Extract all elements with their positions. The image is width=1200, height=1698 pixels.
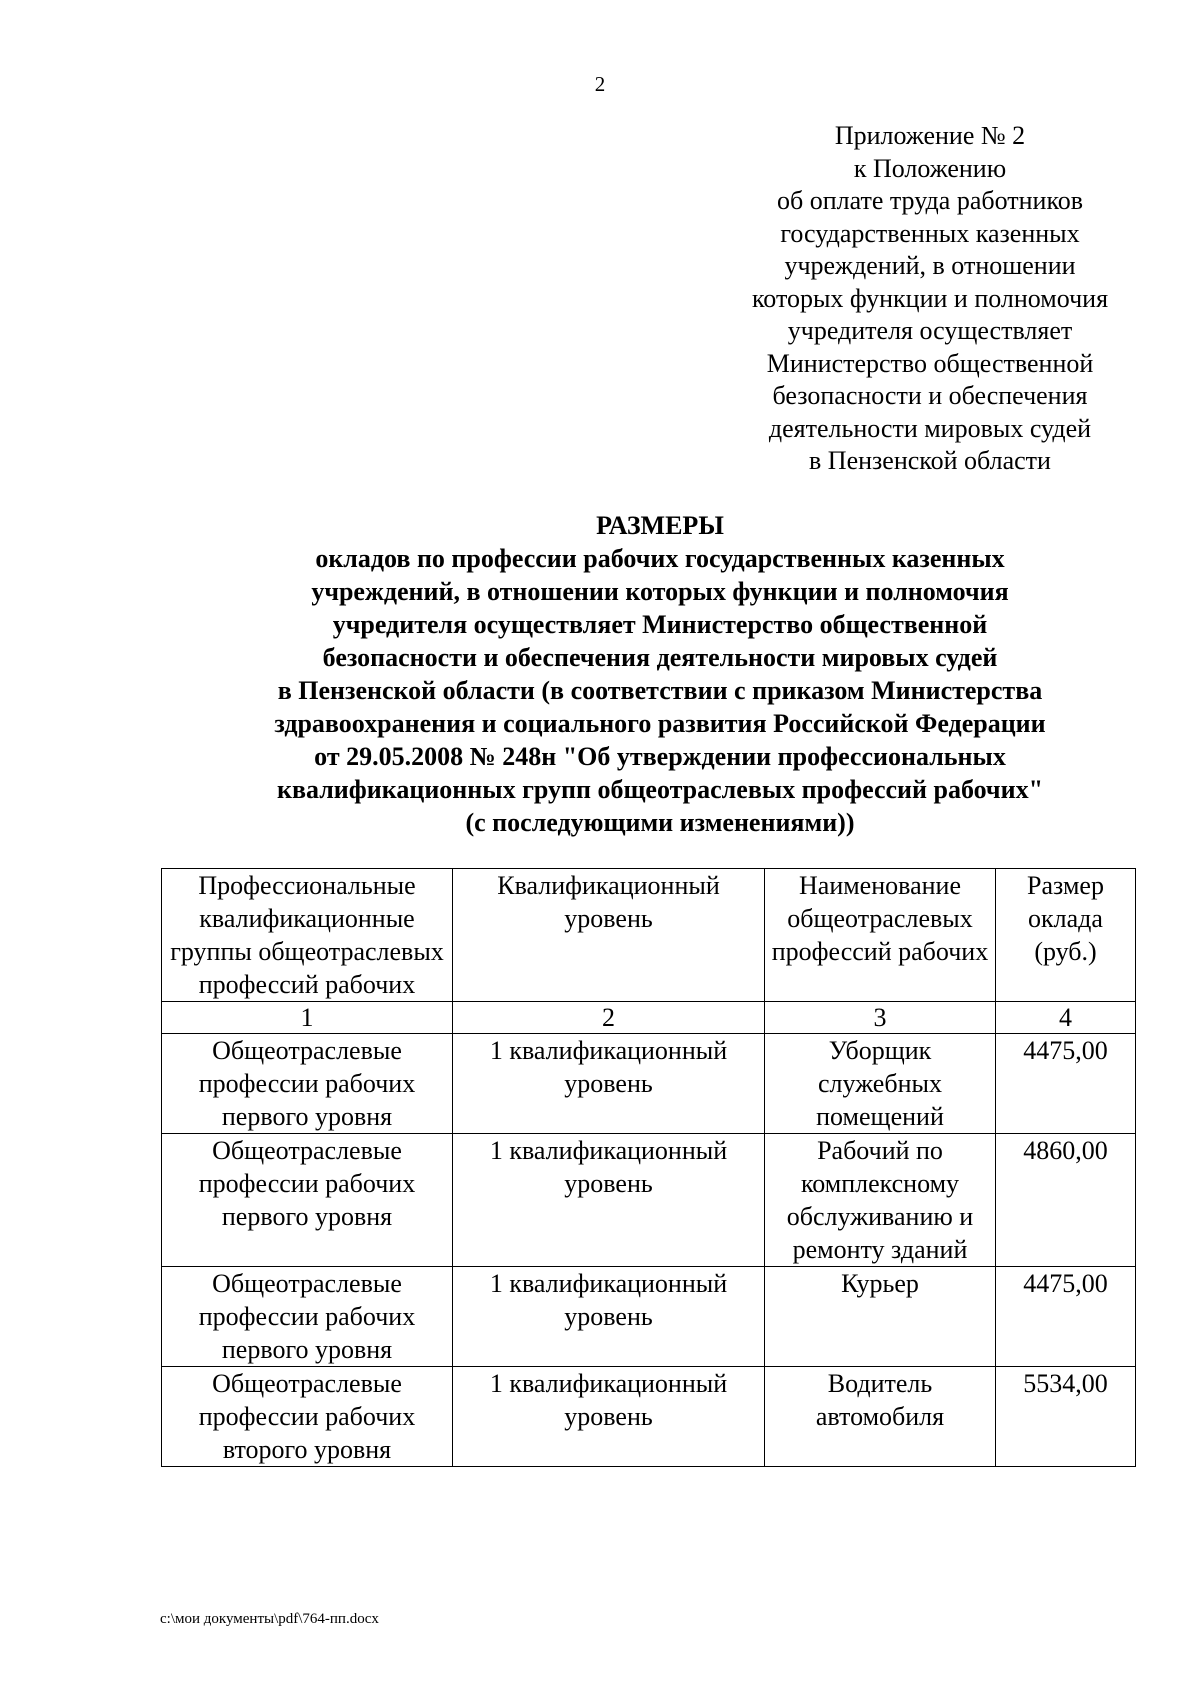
table-row (162, 1267, 1136, 1367)
column-number: 2 (453, 1002, 765, 1034)
column-number: 3 (765, 1002, 996, 1034)
heading-line: учредителя осуществляет Министерство общественной (332, 610, 988, 639)
document-title: РАЗМЕРЫ (596, 511, 724, 540)
cell-level: 1 квалификационный уровень (453, 1367, 765, 1467)
salary-table (161, 868, 1136, 1467)
document-heading (150, 509, 1170, 839)
column-number-row (162, 1002, 1136, 1034)
heading-line: (с последующими изменениями)) (465, 808, 855, 837)
page-number: 2 (594, 72, 606, 96)
appendix-line: Приложение № 2 (834, 121, 1026, 150)
appendix-line: в Пензенской области (809, 446, 1051, 475)
heading-line: учреждений, в отношении которых функции и полномочия (311, 577, 1009, 606)
cell-salary: 5534,00 (996, 1367, 1136, 1467)
header-cell-salary: Размер оклада (руб.) (996, 869, 1136, 1002)
cell-group: Общеотраслевые профессии рабочих первого уровня (162, 1134, 453, 1267)
table-row (162, 1134, 1136, 1267)
table-row (162, 1367, 1136, 1467)
appendix-line: государственных казенных (780, 218, 1080, 248)
cell-profession: Водитель автомобиля (765, 1367, 996, 1467)
cell-group: Общеотраслевые профессии рабочих первого уровня (162, 1267, 453, 1367)
table-header-row (162, 869, 1136, 1002)
table-row (162, 1034, 1136, 1134)
footer-file-path: c:\мои документы\pdf\764-пп.docx (160, 1611, 379, 1627)
heading-line: окладов по профессии рабочих государственных казенных (315, 544, 1005, 573)
heading-line: в Пензенской области (в соответствии с приказом Министерства (277, 676, 1043, 705)
heading-line: от 29.05.2008 № 248н "Об утверждении профессиональных (314, 742, 1006, 771)
appendix-line: которых функции и полномочия (751, 283, 1109, 313)
cell-salary: 4860,00 (996, 1134, 1136, 1267)
heading-line: квалификационных групп общеотраслевых профессий рабочих" (276, 775, 1044, 804)
cell-group: Общеотраслевые профессии рабочих первого уровня (162, 1034, 453, 1134)
appendix-line: деятельности мировых судей (768, 413, 1092, 443)
appendix-line: Министерство общественной (766, 348, 1094, 378)
cell-level: 1 квалификационный уровень (453, 1134, 765, 1267)
appendix-line: учредителя осуществляет (787, 316, 1073, 345)
heading-line: безопасности и обеспечения деятельности мировых судей (322, 643, 998, 672)
cell-profession: Рабочий по комплексному обслуживанию и ремонту зданий (765, 1134, 996, 1267)
column-number: 4 (996, 1002, 1136, 1034)
header-cell-level: Квалификационный уровень (453, 869, 765, 1002)
heading-line: здравоохранения и социального развития Российской Федерации (274, 709, 1046, 738)
header-cell-profession: Наименование общеотраслевых профессий рабочих (765, 869, 996, 1002)
appendix-line: безопасности и обеспечения (772, 381, 1088, 410)
cell-profession: Курьер (765, 1267, 996, 1367)
column-number: 1 (162, 1002, 453, 1034)
cell-profession: Уборщик служебных помещений (765, 1034, 996, 1134)
header-cell-group: Профессиональные квалификационные группы общеотраслевых профессий рабочих (162, 869, 453, 1002)
appendix-note (730, 120, 1130, 478)
cell-level: 1 квалификационный уровень (453, 1267, 765, 1367)
cell-group: Общеотраслевые профессии рабочих второго уровня (162, 1367, 453, 1467)
cell-salary: 4475,00 (996, 1267, 1136, 1367)
cell-level: 1 квалификационный уровень (453, 1034, 765, 1134)
appendix-line: к Положению (853, 153, 1007, 183)
appendix-line: учреждений, в отношении (784, 251, 1076, 280)
cell-salary: 4475,00 (996, 1034, 1136, 1134)
appendix-line: об оплате труда работников (776, 186, 1084, 215)
